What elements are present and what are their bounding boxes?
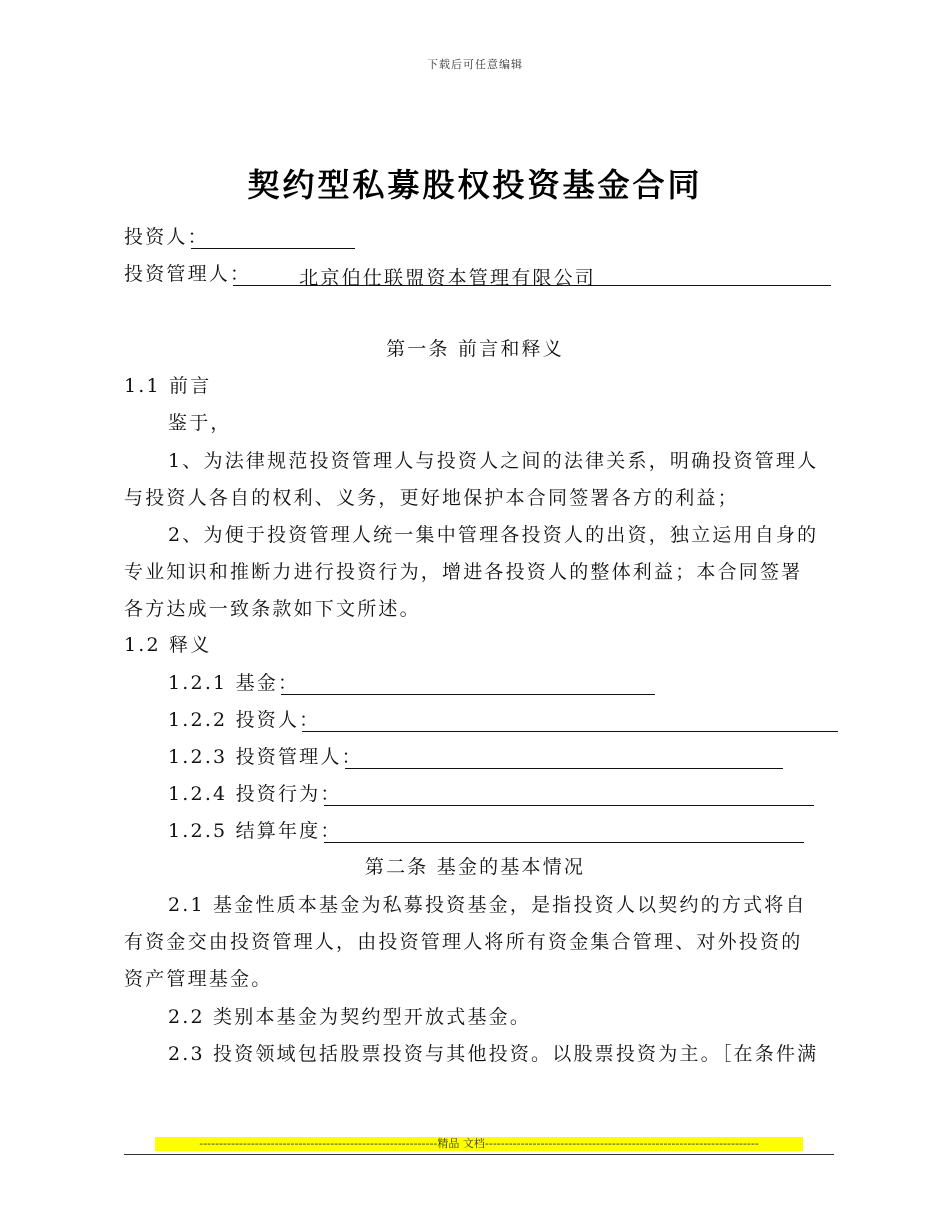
definition-investment — [168, 782, 814, 806]
manager-label: 投资管理人： — [124, 263, 252, 285]
manager-name: 北京伯仕联盟资本管理有限公司 — [299, 267, 597, 289]
paragraph-2-line-2: 专业知识和推断力进行投资行为，增进各投资人的整体利益；本合同签署 — [124, 561, 803, 583]
manager-name-field — [233, 266, 831, 289]
section-2-3-line-1: 2.3 投资领域包括股票投资与其他投资。以股票投资为主。［在条件满 — [168, 1043, 819, 1065]
manager-line — [124, 262, 831, 289]
header-note: 下载后可任意编辑 — [427, 58, 523, 71]
definition-fund-blank — [281, 674, 655, 695]
definition-investor-label: 1.2.2 投资人： — [168, 709, 321, 731]
definition-investor — [168, 708, 838, 732]
paragraph-1-line-1: 1、为法律规范投资管理人与投资人之间的法律关系，明确投资管理人 — [168, 450, 819, 472]
definition-manager-label: 1.2.3 投资管理人： — [168, 746, 363, 768]
definition-investment-label: 1.2.4 投资行为： — [168, 783, 342, 805]
section-2-1-line-3: 资产管理基金。 — [124, 968, 273, 990]
section-1-1-heading: 1.1 前言 — [124, 375, 212, 397]
definition-settlement-year-blank — [324, 822, 804, 843]
definition-settlement-year-label: 1.2.5 结算年度： — [168, 820, 342, 842]
definition-manager — [168, 745, 783, 769]
definition-investment-blank — [324, 785, 814, 806]
whereas: 鉴于， — [168, 412, 232, 434]
section-2-2: 2.2 类别本基金为契约型开放式基金。 — [168, 1006, 532, 1028]
investor-line — [124, 225, 355, 249]
definition-investor-blank — [302, 711, 838, 732]
article1-heading: 第一条 前言和释义 — [386, 338, 564, 360]
section-1-2-heading: 1.2 释义 — [124, 634, 212, 656]
contract-title: 契约型私募股权投资基金合同 — [247, 166, 703, 204]
section-2-1-line-1: 2.1 基金性质本基金为私募投资基金，是指投资人以契约的方式将自 — [168, 894, 807, 916]
investor-label: 投资人： — [124, 226, 209, 248]
definition-fund — [168, 671, 655, 695]
definition-manager-blank — [345, 748, 783, 769]
footer-banner: ------------------------------------------------------------精品 文档--------------------------------------------------------------------- — [155, 1137, 803, 1151]
investor-blank — [191, 228, 355, 249]
footer-rule — [124, 1154, 834, 1155]
paragraph-2-line-1: 2、为便于投资管理人统一集中管理各投资人的出资，独立运用自身的 — [168, 524, 819, 546]
paragraph-1-line-2: 与投资人各自的权利、义务，更好地保护本合同签署各方的利益； — [124, 487, 739, 509]
definition-fund-label: 1.2.1 基金： — [168, 672, 300, 694]
definition-settlement-year — [168, 819, 804, 843]
section-2-1-line-2: 有资金交由投资管理人，由投资管理人将所有资金集合管理、对外投资的 — [124, 931, 803, 953]
paragraph-2-line-3: 各方达成一致条款如下文所述。 — [124, 598, 421, 620]
article2-heading: 第二条 基金的基本情况 — [364, 856, 586, 878]
